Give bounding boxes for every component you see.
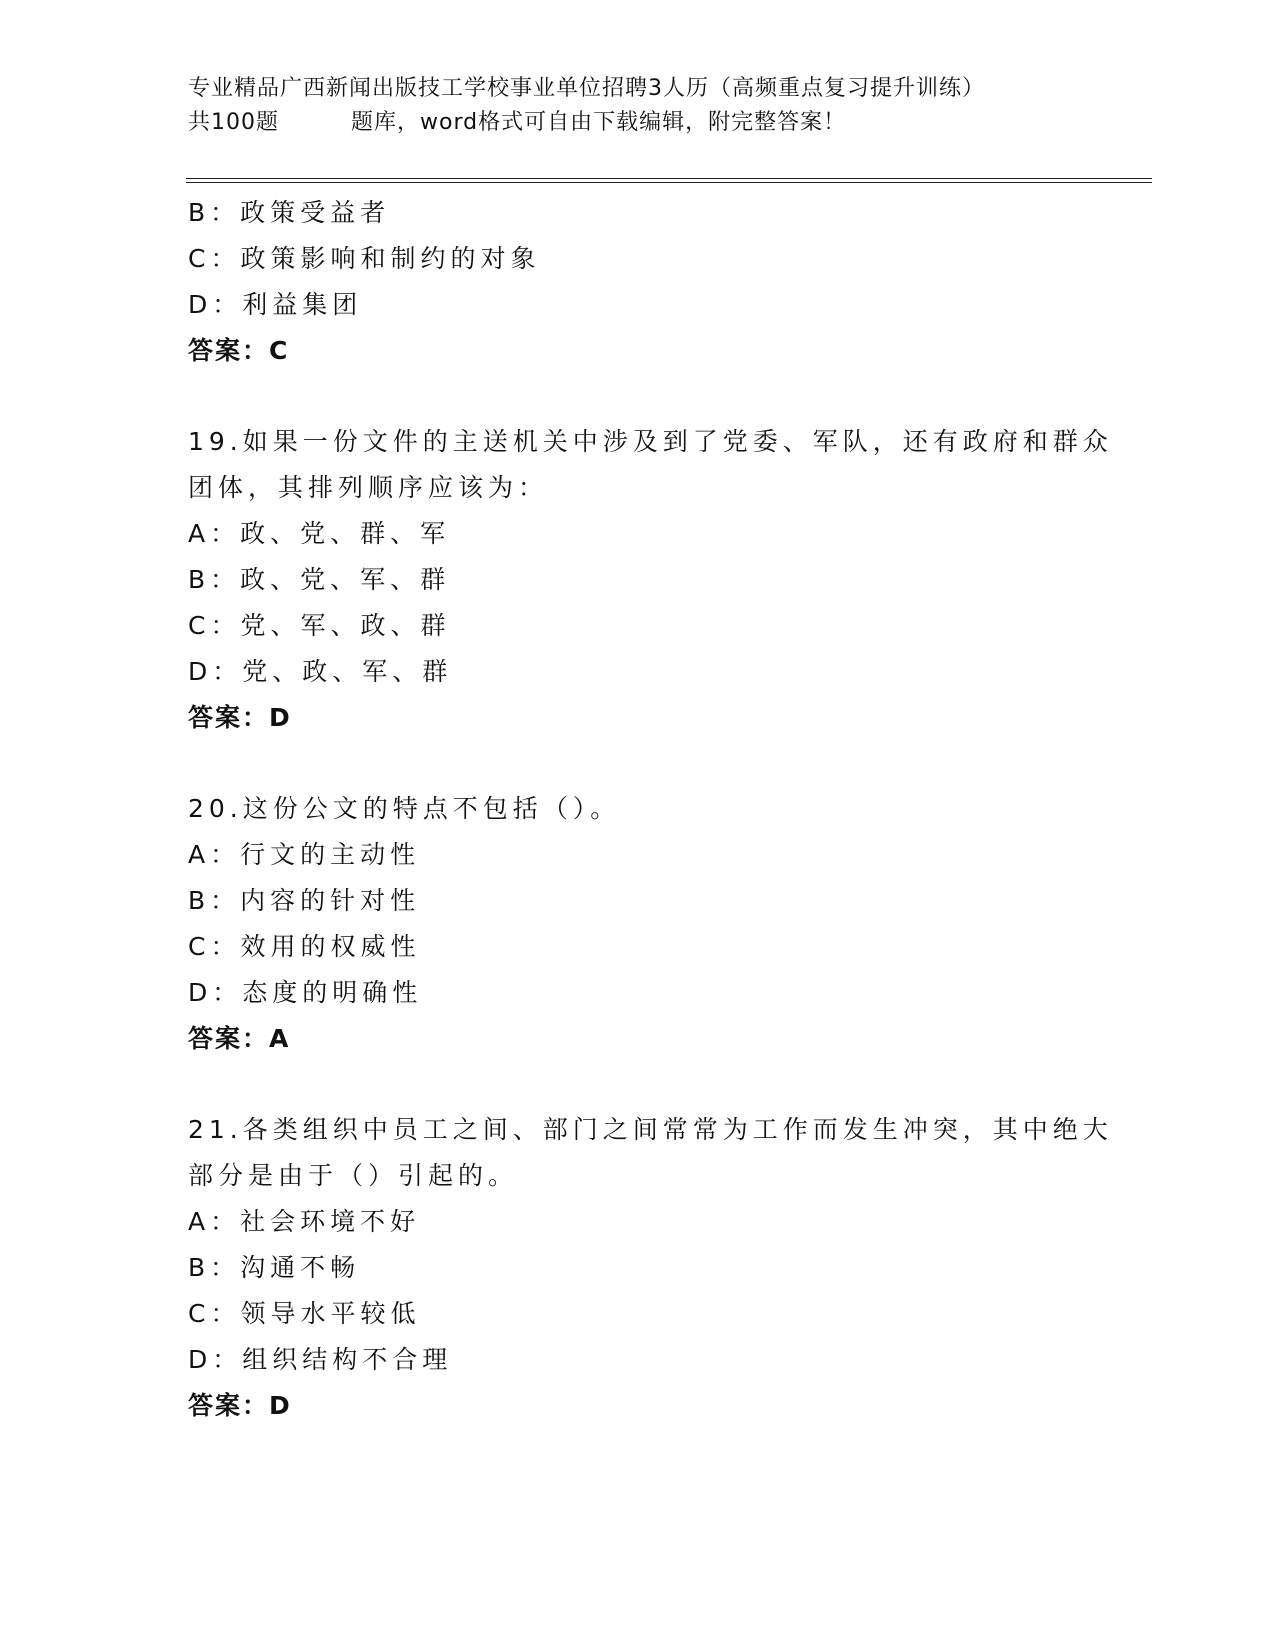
option-b: B：内容的针对性	[188, 886, 421, 915]
option-b: B：政策受益者	[188, 198, 391, 227]
question-18-tail	[188, 190, 1148, 374]
question-text-line: 21.各类组织中员工之间、部门之间常常为工作而发生冲突，其中绝大	[188, 1115, 1113, 1144]
option-b: B：沟通不畅	[188, 1253, 361, 1282]
option-c: C：效用的权威性	[188, 932, 421, 961]
option-d: D：党、政、军、群	[188, 657, 453, 686]
answer-line: 答案：A	[188, 1024, 291, 1053]
option-d: D：利益集团	[188, 290, 363, 319]
question-text-line: 部分是由于（）引起的。	[188, 1161, 519, 1190]
header-question-count: 共100题	[188, 110, 279, 135]
header-divider-top	[186, 178, 1152, 179]
document-header	[188, 72, 1148, 140]
question-19	[188, 419, 1148, 741]
option-a: A：社会环境不好	[188, 1207, 421, 1236]
option-b: B：政、党、军、群	[188, 565, 451, 594]
answer-line: 答案：D	[188, 703, 292, 732]
question-20	[188, 786, 1148, 1062]
option-d: D：组织结构不合理	[188, 1345, 453, 1374]
question-text-line: 20.这份公文的特点不包括（）。	[188, 794, 621, 823]
question-text-line: 团体，其排列顺序应该为：	[188, 473, 549, 502]
header-divider-bottom	[186, 182, 1152, 183]
option-c: C：领导水平较低	[188, 1299, 421, 1328]
option-a: A：行文的主动性	[188, 840, 421, 869]
answer-line: 答案：C	[188, 336, 290, 365]
question-list	[188, 190, 1148, 1429]
question-text-line: 19.如果一份文件的主送机关中涉及到了党委、军队，还有政府和群众	[188, 427, 1113, 456]
option-c: C：党、军、政、群	[188, 611, 451, 640]
answer-line: 答案：D	[188, 1391, 292, 1420]
header-title-line: 专业精品广西新闻出版技工学校事业单位招聘3人历（高频重点复习提升训练）	[188, 76, 985, 101]
header-subtitle-line	[188, 106, 1148, 140]
question-21	[188, 1107, 1148, 1429]
option-d: D：态度的明确性	[188, 978, 423, 1007]
option-a: A：政、党、群、军	[188, 519, 451, 548]
option-c: C：政策影响和制约的对象	[188, 244, 541, 273]
header-description: 题库，word格式可自由下载编辑，附完整答案！	[351, 110, 847, 135]
